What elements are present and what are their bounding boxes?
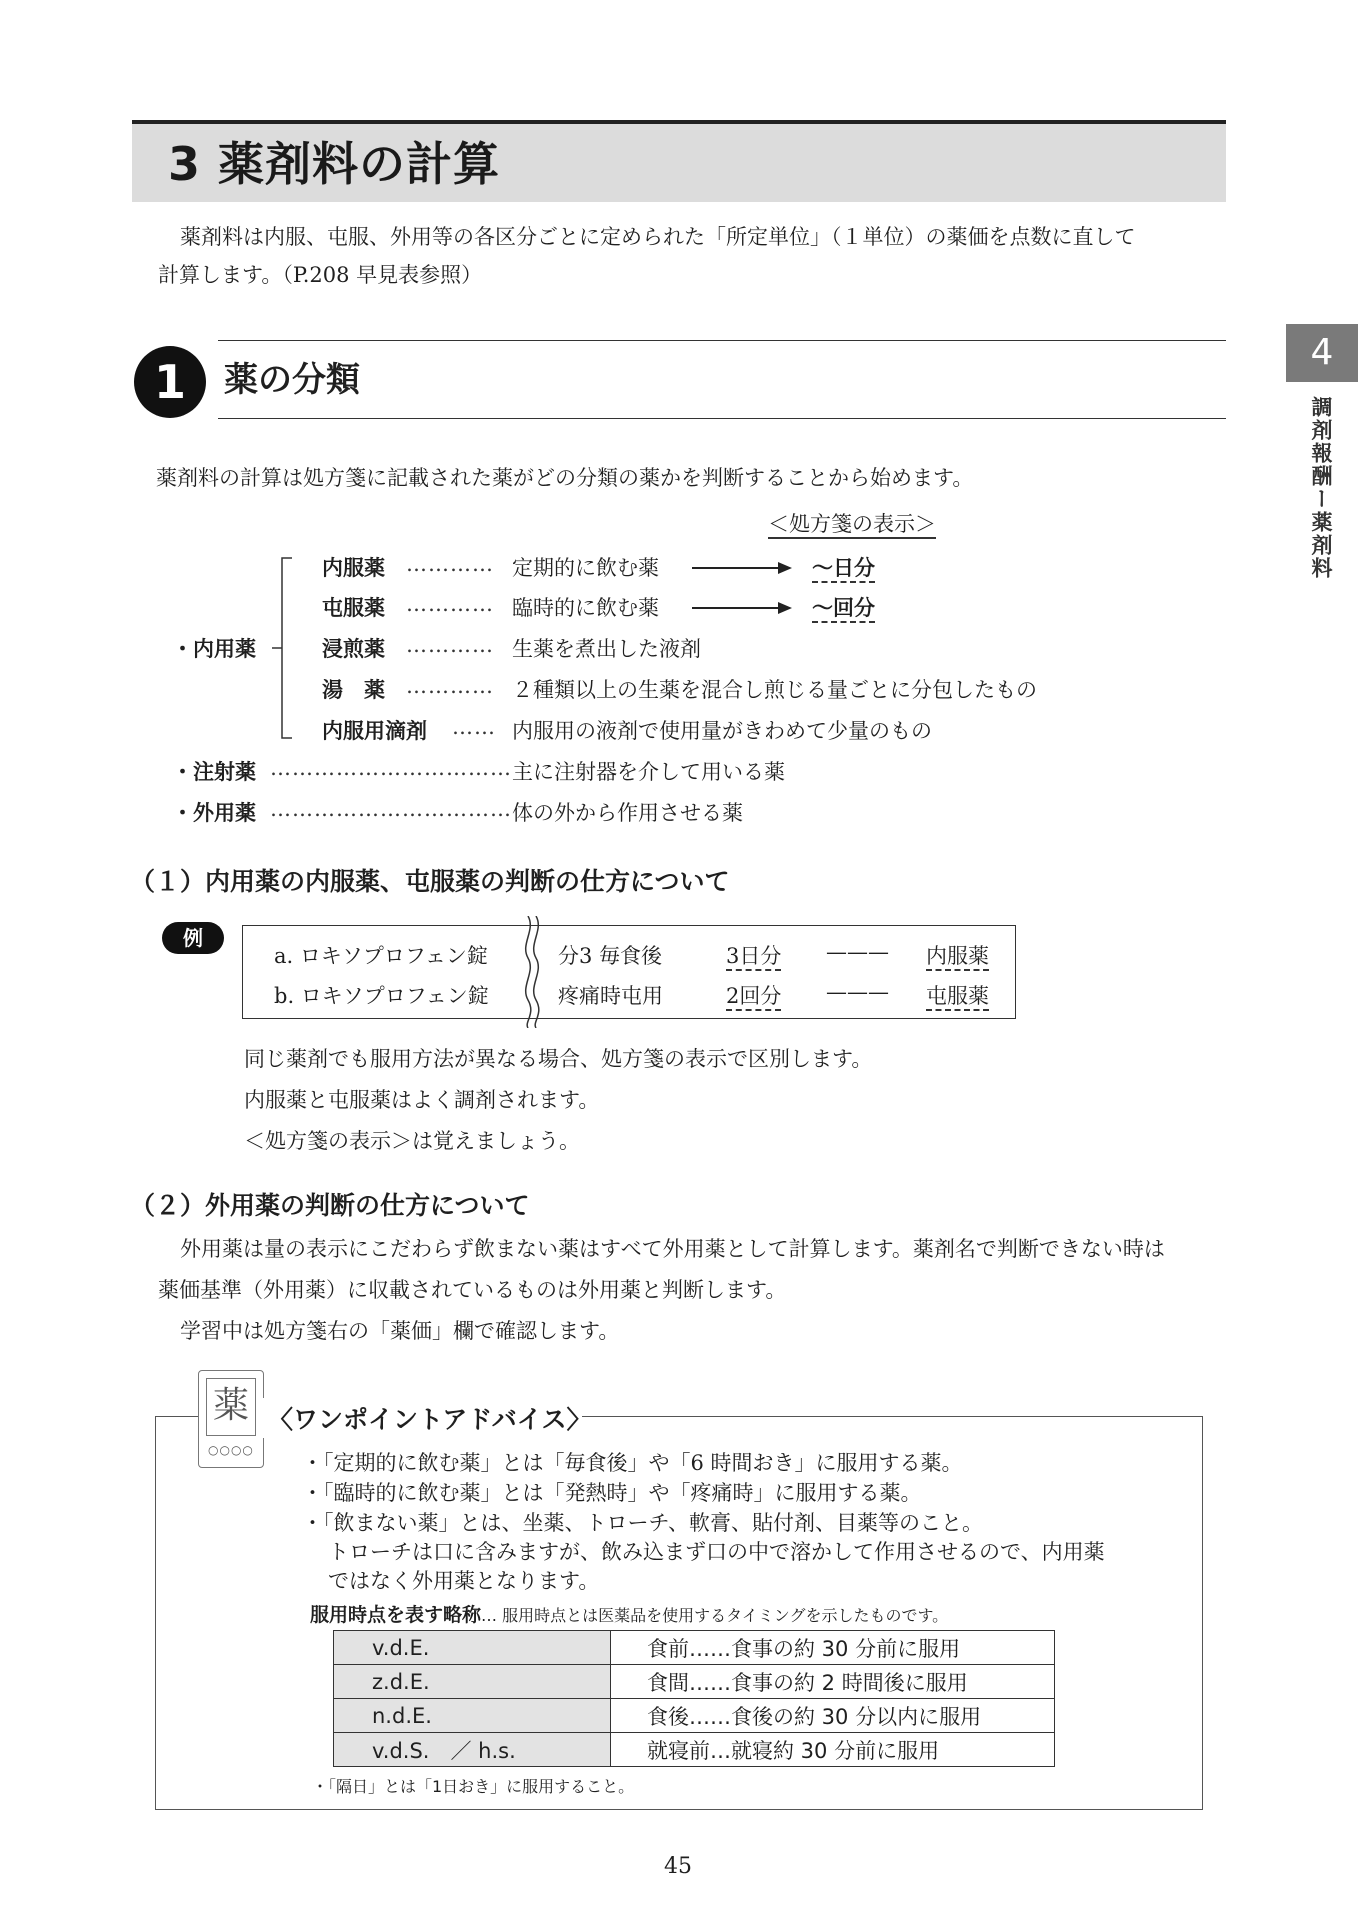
- row-desc: ２種類以上の生薬を混合し煎じる量ごとに分包したもの: [512, 678, 1037, 702]
- subsection-heading-1: （１）内用薬の内服薬、屯服薬の判断の仕方について: [130, 867, 730, 896]
- chapter-tab: 4: [1286, 324, 1358, 382]
- row-desc: 生薬を煮出した液剤: [512, 637, 701, 661]
- wavy-break: [520, 916, 544, 1028]
- row-desc: 体の外から作用させる薬: [512, 801, 743, 825]
- group-label: ・内用薬: [172, 637, 256, 661]
- leader-dots: …………: [406, 592, 494, 616]
- medicine-icon-label: 薬: [206, 1378, 256, 1436]
- leader-dots: ……………………………: [270, 756, 512, 780]
- example-badge: 例: [162, 922, 224, 954]
- abbr-code: z.d.E.: [334, 1665, 611, 1699]
- group-bracket: [272, 556, 302, 742]
- section-rule-top: [218, 340, 1226, 341]
- abbr-code: v.d.E.: [334, 1631, 611, 1665]
- row-name: 浸煎薬: [322, 637, 385, 661]
- example-drug: b. ロキソプロフェン錠: [274, 984, 489, 1008]
- advice-footnote: ・「隔日」とは「1日おき」に服用すること。: [312, 1777, 635, 1796]
- row-desc: 内服用の液剤で使用量がきわめて少量のもの: [512, 719, 932, 743]
- advice-bullet: ・「定期的に飲む薬」とは「毎食後」や「6 時間おき」に服用する薬。: [302, 1451, 963, 1475]
- leader-dots: ……………………………: [270, 797, 512, 821]
- example-usage: 分3 毎食後: [558, 944, 663, 968]
- display-header: ＜処方箋の表示＞: [768, 508, 936, 538]
- table-row: [334, 1631, 1055, 1665]
- table-row: [334, 1665, 1055, 1699]
- arrow-icon: [690, 598, 794, 618]
- row-display: 〜日分: [812, 552, 875, 582]
- example-dash: ———: [826, 940, 889, 964]
- section-lead: 薬剤料の計算は処方箋に記載された薬がどの分類の薬かを判断することから始めます。: [156, 466, 974, 490]
- intro-line-2: 計算します。（P.208 早見表参照）: [158, 263, 483, 287]
- body-line: 薬価基準（外用薬）に収載されているものは外用薬と判断します。: [158, 1278, 787, 1302]
- row-name: ・外用薬: [172, 801, 256, 825]
- abbr-meaning: 就寝前…就寝約 30 分前に服用: [611, 1733, 1055, 1767]
- body-line: 学習中は処方箋右の「薬価」欄で確認します。: [180, 1319, 620, 1343]
- arrow-icon: [690, 558, 794, 578]
- row-name: 湯 薬: [322, 678, 385, 702]
- chapter-tab-label: 調剤報酬ー薬剤料: [1309, 396, 1333, 580]
- abbr-code: v.d.S. ／ h.s.: [334, 1733, 611, 1767]
- table-row: [334, 1699, 1055, 1733]
- body-line: 外用薬は量の表示にこだわらず飲まない薬はすべて外用薬として計算します。薬剤名で判断できない時は: [180, 1237, 1165, 1261]
- section-title: 薬の分類: [224, 360, 360, 400]
- row-desc: 主に注射器を介して用いる薬: [512, 760, 785, 784]
- example-drug: a. ロキソプロフェン錠: [274, 944, 488, 968]
- advice-title: 〈ワンポイントアドバイス〉: [268, 1405, 592, 1434]
- example-qty: 3日分: [726, 940, 781, 970]
- intro-line-1: 薬剤料は内服、屯服、外用等の各区分ごとに定められた「所定単位」（１単位）の薬価を点数に直して: [180, 225, 1136, 249]
- note-line: 同じ薬剤でも服用方法が異なる場合、処方箋の表示で区別します。: [244, 1047, 873, 1071]
- example-qty: 2回分: [726, 980, 781, 1010]
- medicine-icon-dots: ○○○○: [208, 1443, 254, 1457]
- table-row: [334, 1733, 1055, 1767]
- row-name: 内服薬: [322, 556, 385, 580]
- leader-dots: ……: [452, 715, 496, 739]
- abbr-table: [333, 1630, 1055, 1767]
- abbr-code: n.d.E.: [334, 1699, 611, 1733]
- advice-bullet: ・「臨時的に飲む薬」とは「発熱時」や「疼痛時」に服用する薬。: [302, 1481, 922, 1505]
- leader-dots: …………: [406, 633, 494, 657]
- row-name: 屯服薬: [322, 596, 385, 620]
- advice-bullet: トローチは口に含みますが、飲み込まず口の中で溶かして作用させるので、内用薬: [328, 1540, 1105, 1564]
- advice-bullet: ではなく外用薬となります。: [328, 1569, 600, 1593]
- page-number: 45: [664, 1854, 692, 1879]
- note-line: 内服薬と屯服薬はよく調剤されます。: [244, 1088, 600, 1112]
- abbr-caption: 服用時点を表す略称… 服用時点とは医薬品を使用するタイミングを示したものです。: [310, 1604, 949, 1626]
- row-display: 〜回分: [812, 592, 875, 622]
- abbr-meaning: 食後……食後の約 30 分以内に服用: [611, 1699, 1055, 1733]
- section-number-badge: 1: [134, 346, 206, 418]
- advice-bullet: ・「飲まない薬」とは、坐薬、トローチ、軟膏、貼付剤、目薬等のこと。: [302, 1511, 984, 1535]
- row-name: ・注射薬: [172, 760, 256, 784]
- row-name: 内服用滴剤: [322, 719, 427, 743]
- example-dash: ———: [826, 980, 889, 1004]
- leader-dots: …………: [406, 552, 494, 576]
- chapter-title: 3 薬剤料の計算: [168, 137, 501, 191]
- example-kind: 屯服薬: [926, 980, 989, 1010]
- abbr-meaning: 食間……食事の約 2 時間後に服用: [611, 1665, 1055, 1699]
- example-kind: 内服薬: [926, 940, 989, 970]
- row-desc: 臨時的に飲む薬: [512, 596, 659, 620]
- note-line: ＜処方箋の表示＞は覚えましょう。: [244, 1129, 580, 1153]
- row-desc: 定期的に飲む薬: [512, 556, 659, 580]
- leader-dots: …………: [406, 674, 494, 698]
- abbr-meaning: 食前……食事の約 30 分前に服用: [611, 1631, 1055, 1665]
- section-rule-bottom: [218, 418, 1226, 419]
- subsection-heading-2: （２）外用薬の判断の仕方について: [130, 1191, 530, 1220]
- example-usage: 疼痛時屯用: [558, 984, 663, 1008]
